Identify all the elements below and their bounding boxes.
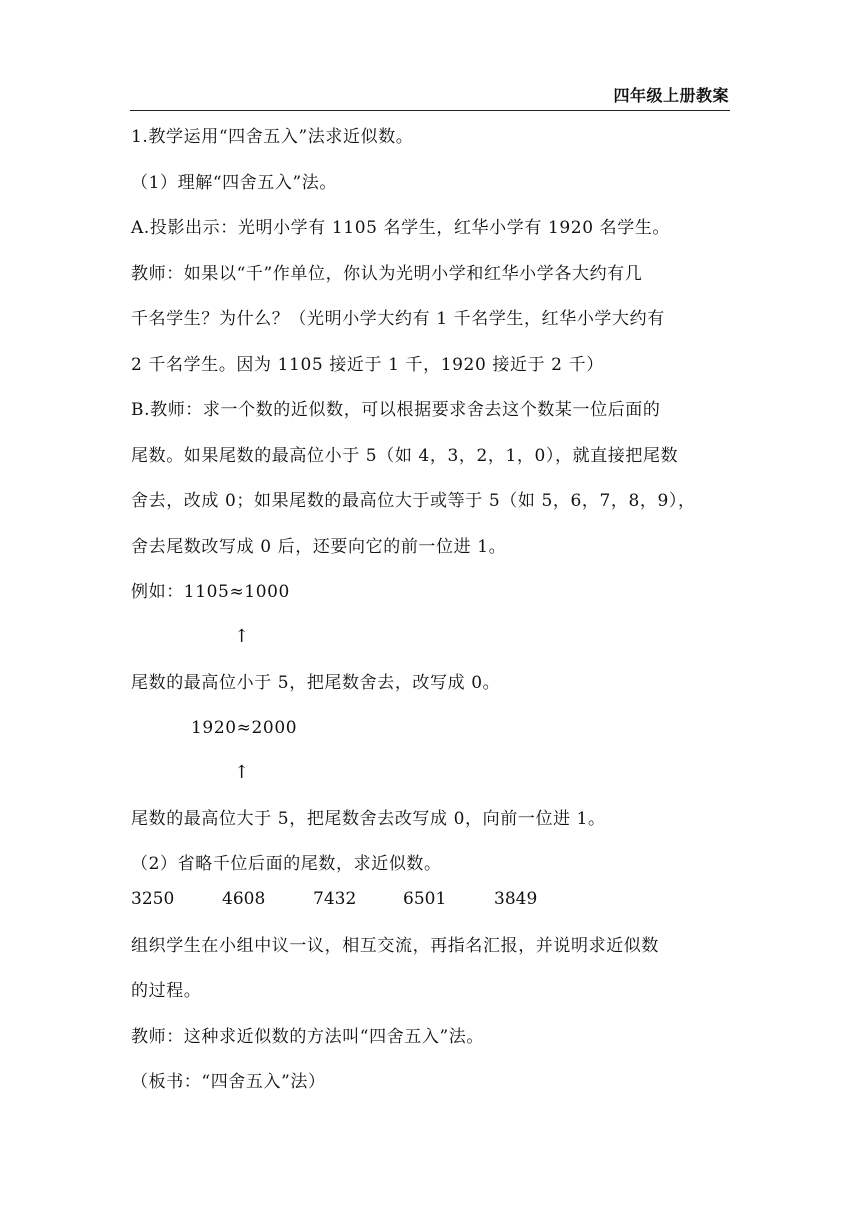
paragraph-line: 教师：如果以“千”作单位，你认为光明小学和红华小学各大约有几 (131, 264, 643, 284)
paragraph-line: 舍去，改成 0；如果尾数的最高位大于或等于 5（如 5，6，7，8，9）， (131, 491, 696, 511)
paragraph-line: 的过程。 (131, 981, 202, 1001)
paragraph-line: 组织学生在小组中议一议，相互交流，再指名汇报，并说明求近似数 (131, 936, 659, 956)
paragraph-line: 舍去尾数改写成 0 后，还要向它的前一位进 1。 (131, 537, 507, 557)
number-item: 7432 (313, 889, 357, 909)
section-heading: 1.教学运用“四舍五入”法求近似数。 (131, 127, 414, 147)
paragraph-line: B.教师：求一个数的近似数，可以根据要求舍去这个数某一位后面的 (131, 400, 661, 420)
paragraph-line: 教师：这种求近似数的方法叫“四舍五入”法。 (131, 1027, 484, 1047)
paragraph-line: 2 千名学生。因为 1105 接近于 1 千，1920 接近于 2 千） (131, 355, 604, 375)
number-item: 3849 (494, 889, 538, 909)
number-item: 4608 (222, 889, 266, 909)
subsection-heading: （2）省略千位后面的尾数，求近似数。 (131, 854, 442, 874)
header-title: 四年级上册教案 (613, 86, 729, 105)
example-line: 1920≈2000 (191, 718, 298, 738)
header-divider (130, 110, 730, 111)
number-item: 3250 (131, 889, 175, 909)
paragraph-line: 尾数的最高位大于 5，把尾数舍去改写成 0，向前一位进 1。 (131, 809, 606, 829)
paragraph-line: 尾数的最高位小于 5，把尾数舍去，改写成 0。 (131, 673, 501, 693)
up-arrow-icon: ↑ (234, 626, 250, 647)
paragraph-line: （板书：“四舍五入”法） (131, 1072, 326, 1092)
subsection-heading: （1）理解“四舍五入”法。 (131, 173, 337, 193)
number-item: 6501 (403, 889, 447, 909)
paragraph-line: 千名学生？为什么？（光明小学大约有 1 千名学生，红华小学大约有 (131, 309, 665, 329)
paragraph-line: 尾数。如果尾数的最高位小于 5（如 4，3，2，1，0），就直接把尾数 (131, 446, 679, 466)
paragraph-line: A.投影出示：光明小学有 1105 名学生，红华小学有 1920 名学生。 (131, 218, 671, 238)
example-line: 例如：1105≈1000 (131, 582, 290, 602)
up-arrow-icon: ↑ (234, 762, 250, 783)
